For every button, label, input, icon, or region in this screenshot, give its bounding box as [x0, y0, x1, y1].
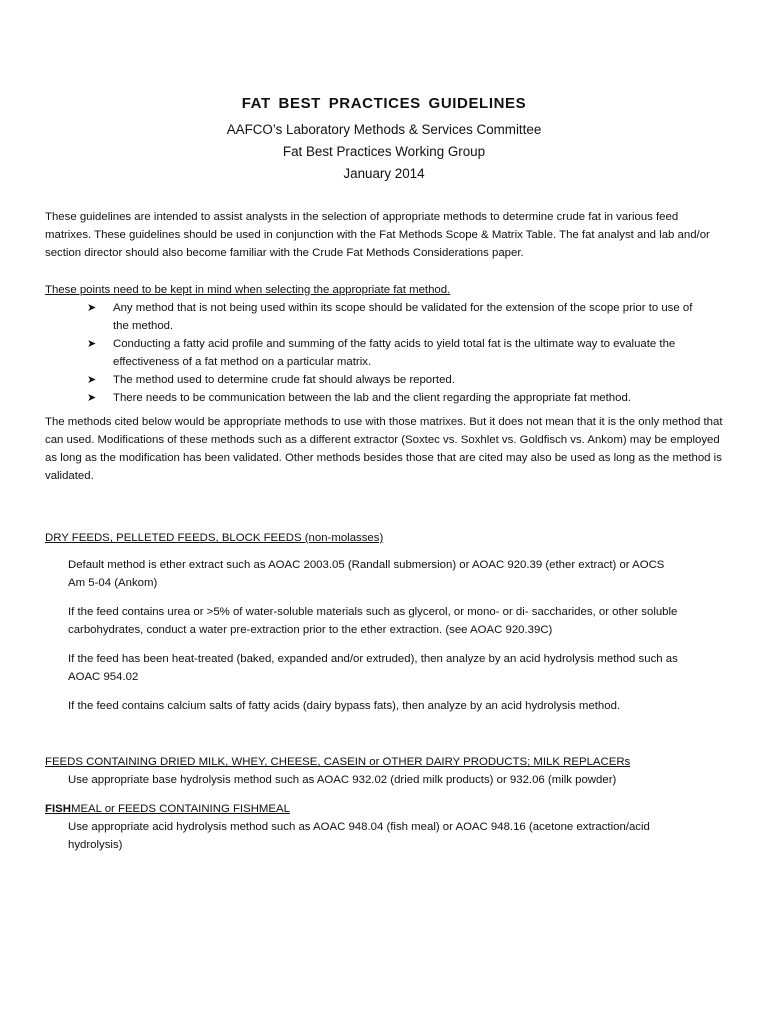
methods-paragraph: The methods cited below would be appropriate methods to use with those matrixes. But it does not mean that it is the only method that can used. Modifications of these methods such as a different extractor (Soxtec vs. Soxhlet vs. Goldfisch vs. Ankom) may be employed as long as the modification has been validated. Other methods besides those that are cited may also be used as long as the method is validated. [45, 416, 723, 482]
fishmeal-heading [45, 800, 723, 818]
list-item-text: Conducting a fatty acid profile and summing of the fatty acids to yield total fat is the ultimate way to evaluate the effectiveness of a fat method on a particular matrix. [113, 338, 676, 368]
document-title: FAT BEST PRACTICES GUIDELINES [241, 95, 527, 112]
dry-feeds-calcium-salts-note: If the feed contains calcium salts of fatty acids (dairy bypass fats), then analyze by an acid hydrolysis method. [68, 700, 621, 712]
list-item-text: Any method that is not being used within its scope should be validated for the extension of the scope prior to use of the method. [113, 302, 693, 332]
dry-feeds-default-method: Default method is ether extract such as AOAC 2003.05 (Randall submersion) or AOAC 920.39 (ether extract) or AOCS Am 5-04 (Ankom) [68, 559, 665, 589]
dry-feeds-heading: DRY FEEDS, PELLETED FEEDS, BLOCK FEEDS (non-molasses) [45, 532, 384, 544]
dry-feeds-heat-treated-note: If the feed has been heat-treated (baked, expanded and/or extruded), then analyze by an acid hydrolysis method such as AOAC 954.02 [68, 653, 678, 683]
list-item [87, 335, 723, 371]
document-date: January 2014 [343, 166, 425, 181]
list-item-text: The method used to determine crude fat should always be reported. [113, 374, 455, 386]
points-heading: These points need to be kept in mind when selecting the appropriate fat method. [45, 284, 451, 296]
arrow-bullet-icon: ➤ [87, 374, 97, 386]
arrow-bullet-icon: ➤ [87, 338, 97, 350]
arrow-bullet-icon: ➤ [87, 302, 97, 314]
fishmeal-heading-bold: FISH [45, 803, 71, 815]
list-item-text: There needs to be communication between the lab and the client regarding the appropriate fat method. [113, 392, 631, 404]
list-item [87, 299, 723, 335]
dry-feeds-urea-note: If the feed contains urea or >5% of water-soluble materials such as glycerol, or mono- or di- saccharides, or other soluble carbohydrates, conduct a water pre-extraction prior to the ether extraction. (see AOAC 920.39C) [68, 606, 678, 636]
working-group-name: Fat Best Practices Working Group [282, 144, 486, 159]
fishmeal-method: Use appropriate acid hydrolysis method such as AOAC 948.04 (fish meal) or AOAC 948.16 (acetone extraction/acid hydrolysis) [68, 821, 650, 851]
fishmeal-heading-rest: MEAL or FEEDS CONTAINING FISHMEAL [70, 803, 290, 815]
list-item [87, 371, 723, 389]
list-item [87, 389, 723, 407]
dairy-heading: FEEDS CONTAINING DRIED MILK, WHEY, CHEESE, CASEIN or OTHER DAIRY PRODUCTS; MILK REPLACERs [45, 756, 631, 768]
intro-paragraph: These guidelines are intended to assist analysts in the selection of appropriate methods to determine crude fat in various feed matrixes. These guidelines should be used in conjunction with the Fat Methods Scope & Matrix Table. The fat analyst and lab and/or section director should also become familiar with the Crude Fat Methods Considerations paper. [45, 211, 710, 259]
document-header [45, 0, 723, 185]
points-list [45, 299, 723, 407]
arrow-bullet-icon: ➤ [87, 392, 97, 404]
dairy-method: Use appropriate base hydrolysis method such as AOAC 932.02 (dried milk products) or 932.06 (milk powder) [68, 774, 617, 786]
committee-name: AAFCO’s Laboratory Methods & Services Committee [226, 122, 542, 137]
